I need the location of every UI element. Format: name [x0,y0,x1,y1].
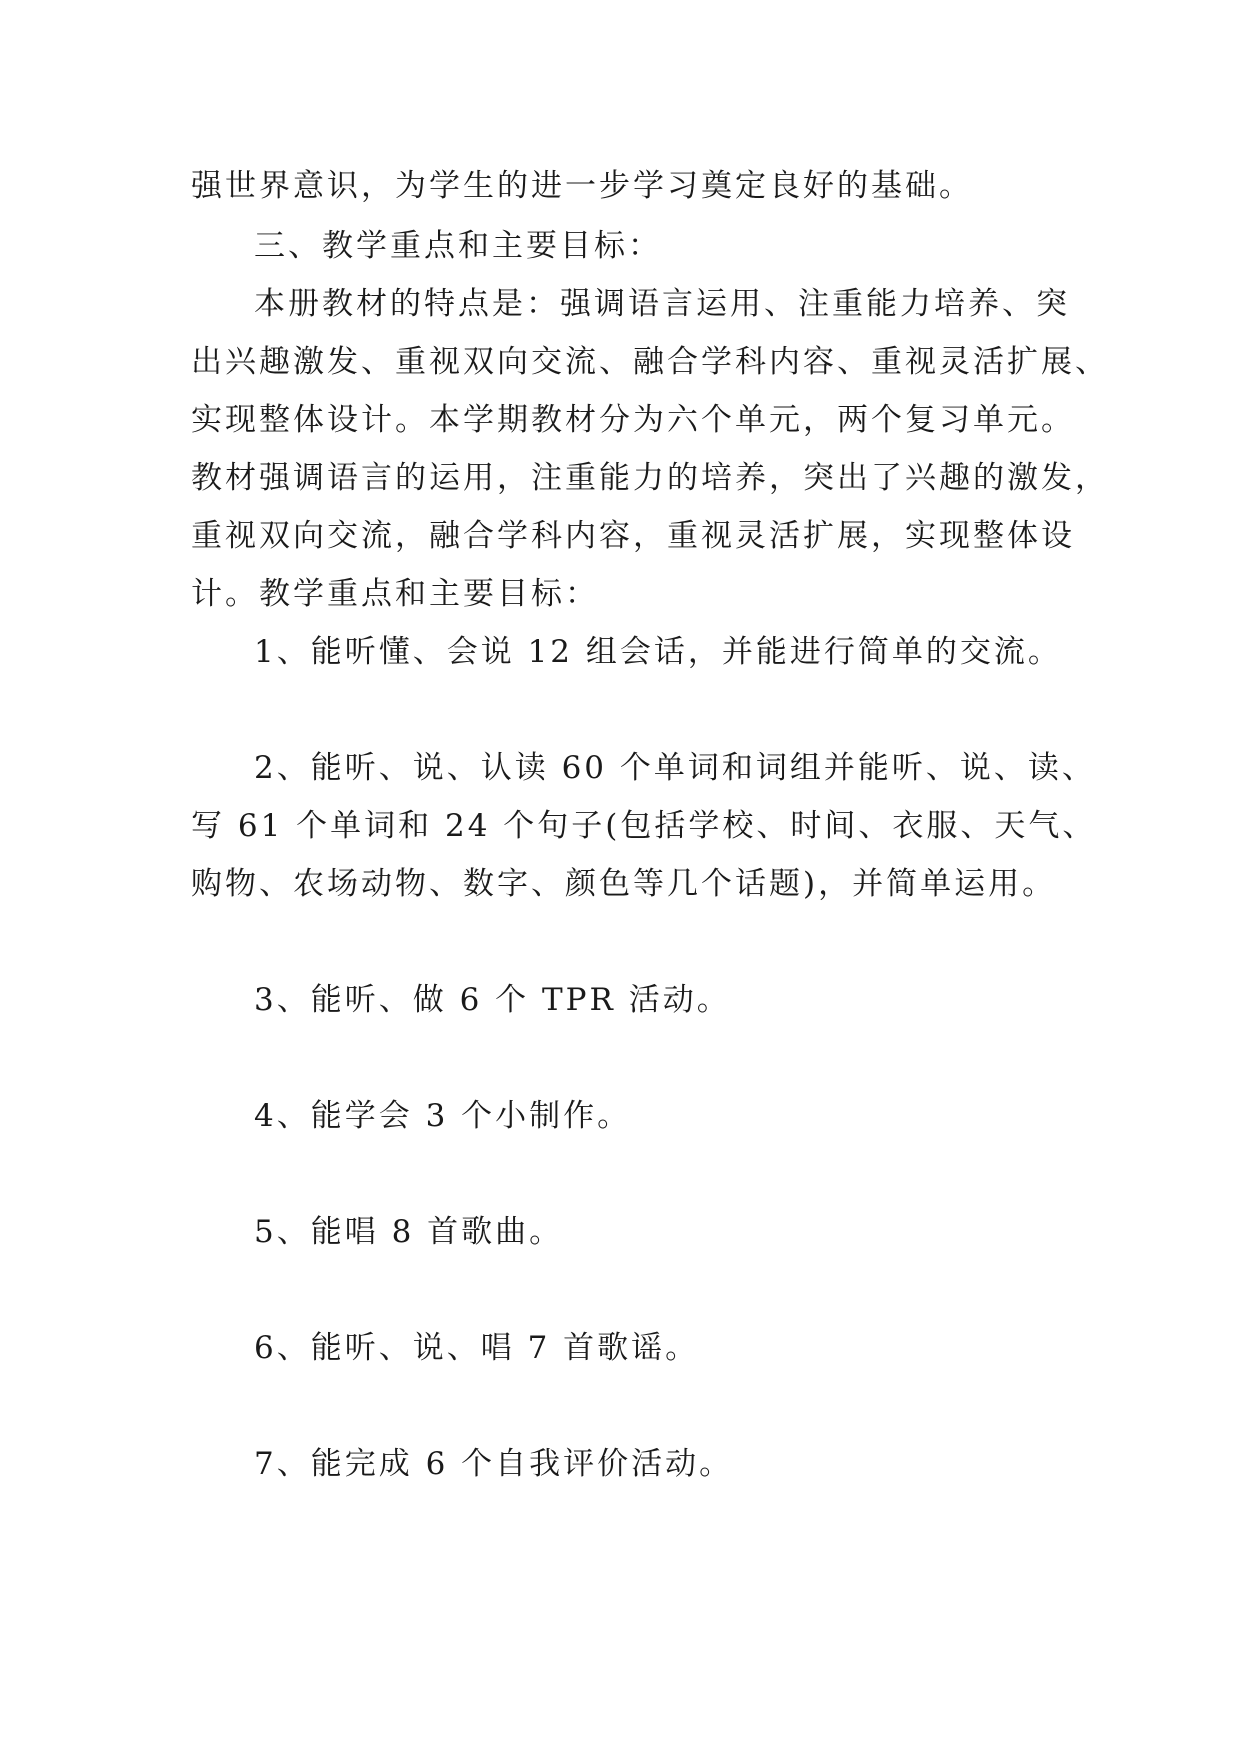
text-line: 计。教学重点和主要目标： [191,576,599,612]
list-item: 1、能听懂、会说 12 组会话，并能进行简单的交流。 [254,634,1062,670]
list-item: 6、能听、说、唱 7 首歌谣。 [254,1330,700,1366]
text-line: 教材强调语言的运用，注重能力的培养，突出了兴趣的激发， [191,460,1109,496]
text-line: 购物、农场动物、数字、颜色等几个话题)，并简单运用。 [191,866,1057,902]
list-item: 4、能学会 3 个小制作。 [254,1098,632,1134]
text-line: 实现整体设计。本学期教材分为六个单元，两个复习单元。 [191,402,1075,438]
text-line: 强世界意识，为学生的进一步学习奠定良好的基础。 [191,168,973,204]
list-item: 3、能听、做 6 个 TPR 活动。 [254,982,731,1018]
text-line: 写 61 个单词和 24 个句子(包括学校、时间、衣服、天气、 [191,808,1097,844]
list-item: 2、能听、说、认读 60 个单词和词组并能听、说、读、 [254,750,1096,786]
section-heading: 三、教学重点和主要目标： [254,228,662,264]
text-line: 重视双向交流，融合学科内容，重视灵活扩展，实现整体设 [191,518,1075,554]
text-line: 本册教材的特点是：强调语言运用、注重能力培养、突 [254,286,1070,322]
text-line: 出兴趣激发、重视双向交流、融合学科内容、重视灵活扩展、 [191,344,1109,380]
list-item: 5、能唱 8 首歌曲。 [254,1214,564,1250]
list-item: 7、能完成 6 个自我评价活动。 [254,1446,734,1482]
